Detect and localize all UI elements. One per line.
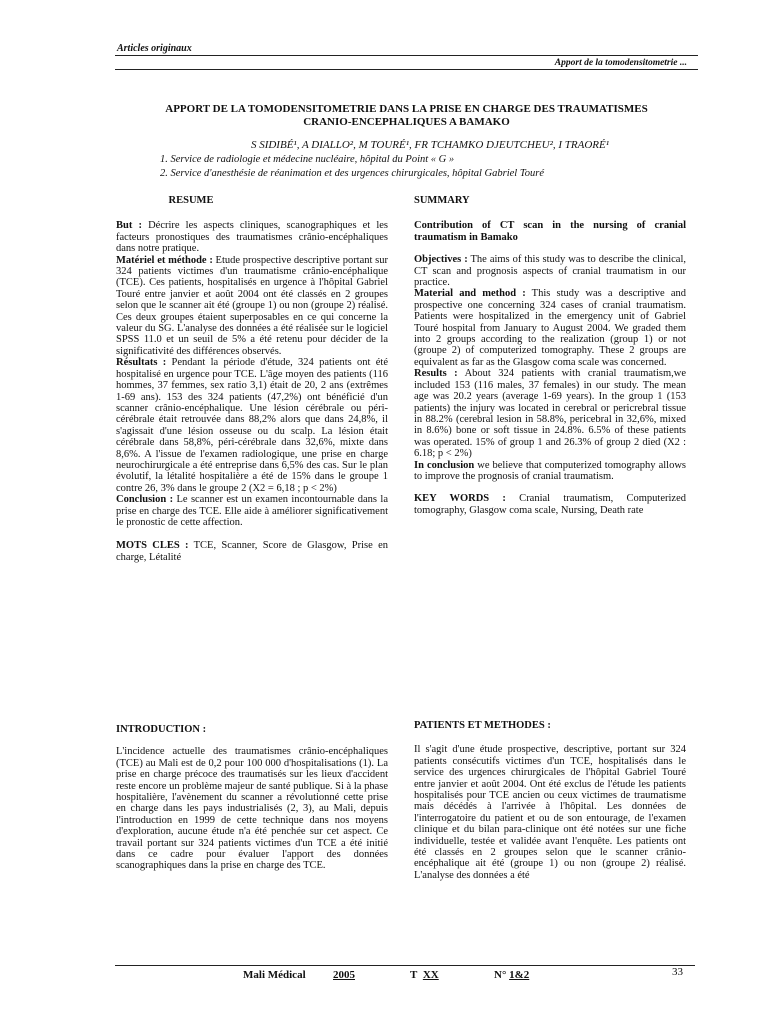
footer-journal: Mali Médical (243, 969, 306, 981)
summary-conclusion-text: we believe that computerized tomography allows to improve the prognosis of cranial traumatism. (414, 459, 686, 482)
resume-mots-cles (116, 540, 388, 563)
footer-number-value: 1&2 (509, 969, 530, 981)
summary-keywords (414, 493, 686, 516)
resume-heading: RESUME (168, 195, 214, 206)
header-rule (115, 55, 698, 56)
authors: S SIDIBÉ¹, A DIALLO², M TOURÉ¹, FR TCHAMKO DJEUTCHEU², I TRAORÉ¹ (250, 139, 610, 151)
summary-results-label: Results : (414, 368, 458, 380)
introduction-section (116, 724, 388, 872)
footer-tome-value: XX (422, 969, 439, 981)
summary-material (414, 288, 686, 368)
article-title (115, 103, 698, 129)
patients-heading: PATIENTS ET METHODES : (414, 720, 551, 731)
resume-mots-text: TCE, Scanner, Score de Glasgow, Prise en charge, Létalité (116, 540, 388, 563)
summary-conclusion-label: In conclusion (414, 459, 475, 471)
affiliation-1: 1. Service de radiologie et médecine nucléaire, hôpital du Point « G » (160, 154, 455, 165)
page-number: 33 (672, 966, 683, 978)
resume-resultats-text: Pendant la période d'étude, 324 patients ont été hospitalisé en urgence pour TCE. L'âge moyen des patients (116 hommes, 37 femmes, sex ratio 3,1) était de 20, 2 ans (extrêmes 1-69 ans). 153 des 324 patients (47,2%) ont bénéficié d'un scanner crânio-encéphalique. Une lésion cérébrale ou péri-cérébrale était retrouvée dans 88,2% alors que dans 24,8%, il s'agissait d'une lésion osseuse ou du scalp. La lésion était cérébrale dans 58,8%, péri-cérébrale dans 32,6%, mixte dans 8,6%. A l'issue de l'examen radiologique, une prise en charge neurochirurgicale a été entreprise dans 6,5% des cas. Sur le plan évolutif, la létalité hospitalière a été de 15% dans le groupe 1 contre 26, 3% dans le groupe 2 (X2 = 6,18 ; p < 2%) (116, 357, 388, 494)
summary-keywords-text: Cranial traumatism, Computerized tomography, Glasgow coma scale, Nursing, Death rate (414, 493, 686, 516)
summary-section (414, 195, 686, 516)
summary-material-label: Material and method : (414, 288, 526, 300)
header-running-title: Apport de la tomodensitometrie ... (554, 58, 687, 68)
footer-tome-label: T (410, 969, 418, 981)
resume-but-label: But : (116, 220, 142, 232)
summary-conclusion (414, 460, 686, 483)
footer-year-value: 2005 (333, 969, 355, 981)
resume-but-text: Décrire les aspects cliniques, scanographiques et les facteurs pronostiques des traumatismes crânio-encéphaliques dans notre pratique. (116, 220, 389, 255)
resume-mots-label: MOTS CLES : (116, 540, 189, 552)
footer-year (333, 969, 355, 981)
summary-objectives (414, 254, 686, 288)
patients-section (414, 720, 686, 881)
summary-objectives-label: Objectives : (414, 254, 468, 266)
resume-conclusion (116, 494, 388, 528)
header-section-label: Articles originaux (117, 43, 192, 54)
resume-resultats-label: Résultats : (116, 357, 167, 369)
article-title-line1: APPORT DE LA TOMODENSITOMETRIE DANS LA PRISE EN CHARGE DES TRAUMATISMES (165, 103, 648, 115)
introduction-heading: INTRODUCTION : (116, 724, 207, 735)
resume-materiel (116, 255, 388, 358)
introduction-text: L'incidence actuelle des traumatismes crânio-encéphaliques (TCE) au Mali est de 0,2 pour 100 000 d'hospitalisations (1). La prise en charge précoce des traumatisés sur les lieux d'accident reste encore un problème majeur de santé publique. Si à la phase hospitalière, l'avènement du scanner a révolutionné cette prise en charge dans les pays industrialisés (2, 3), au Mali, depuis l'introduction en 1999 de cette technique dans nos moyens d'exploration, aucune étude n'a été penchée sur cet aspect. Ce travail portant sur 324 patients victimes d'un TCE a été initié dans ce cadre pour évaluer l'apport des données scanographiques dans la prise en charge des TCE. (116, 746, 388, 872)
summary-material-text: This study was a descriptive and prospective one concerning 324 cases of cranial traumatism. Patients were hospitalized in the emergency unit of Gabriel Touré hospital from January to August 2004. We graded them into 2 groups according to the realization (group 1) or not (groupe 2) of computerized tomography. These 2 groups are equivalent as far as the Glasgow coma scale was concerned. (414, 288, 686, 368)
resume-conclusion-label: Conclusion : (116, 494, 174, 506)
footer-number (494, 969, 529, 981)
footer-number-label: N° (494, 969, 507, 981)
summary-results (414, 368, 686, 459)
summary-subtitle: Contribution of CT scan in the nursing of cranial traumatism in Bamako (414, 220, 686, 243)
resume-section (116, 195, 388, 563)
patients-text: Il s'agit d'une étude prospective, descriptive, portant sur 324 patients consécutifs victimes d'un TCE, hospitalisés dans le service des urgences chirurgicales de l'hôpital Gabriel Touré entre janvier et août 2004. Ont été exclus de l'étude les patients hospitalisés pour TCE ancien ou ceux victimes de traumatisme mais décédés à l'arrivée à l'hôpital. Les données de l'interrogatoire du patient et ou de son entourage, de l'examen clinique et du bilan para-clinique ont été notées sur une fiche individuelle, testée et validée avant l'enquête. Les patients ont été classés en 2 groupes selon que le scanner crânio-encéphalique ait été (groupe 1) ou non (groupe 2) réalisé. L'analyse des données a été (414, 744, 686, 881)
summary-keywords-label: KEY WORDS : (414, 493, 506, 505)
resume-conclusion-text: Le scanner est un examen incontournable dans la prise en charge des TCE. Elle aide à améliorer significativement le pronostic de cette affection. (116, 494, 388, 528)
resume-resultats (116, 357, 388, 494)
summary-results-text: About 324 patients with cranial traumatism,we included 153 (116 males, 37 females) in our study. The mean age was 20.2 years (average 1-69 years). In the group 1 (153 patients) the injury was located in cerebral or pericrebral tissue in 88.2% (cerebral lesion in 58.8%, pericebral in 32,6%, mixed in 8.6%) bone or soft tissue in 24.8%. 6.5% of these patients was operated. 15% of group 1 and 26.3% of group 2 died (X2 : 6.18; p < 2%) (414, 368, 686, 460)
affiliation-2: 2. Service d'anesthésie de réanimation et des urgences chirurgicales, hôpital Gabriel Touré (160, 168, 544, 179)
summary-heading: SUMMARY (414, 195, 470, 206)
header-rule-lower (115, 69, 698, 70)
article-title-line2: CRANIO-ENCEPHALIQUES A BAMAKO (303, 116, 510, 128)
summary-objectives-text: The aims of this study was to describe the clinical, CT scan and prognosis aspects of cranial traumatism in our practice. (414, 254, 687, 289)
footer-tome (410, 969, 439, 981)
footer-rule (115, 965, 695, 966)
resume-but (116, 220, 388, 254)
resume-materiel-label: Matériel et méthode : (116, 254, 213, 266)
resume-materiel-text: Etude prospective descriptive portant sur 324 patients victimes d'un traumatisme crânio-encéphalique (TCE). Ces patients, hospitalisés en urgence à l'hôpital Gabriel Touré entre janvier et août 2004 ont été classés en 2 groupes selon que le scanner ait été (groupe 1) ou non (groupe 2) réalisé. Ces deux groupes étaient superposables en ce qui concerne la valeur du SG. L'analyse des données a été réalisée sur le logiciel SPSS 11.0 et un seuil de 5% a été retenu pour décider de la significativité des différences observés. (116, 254, 388, 357)
